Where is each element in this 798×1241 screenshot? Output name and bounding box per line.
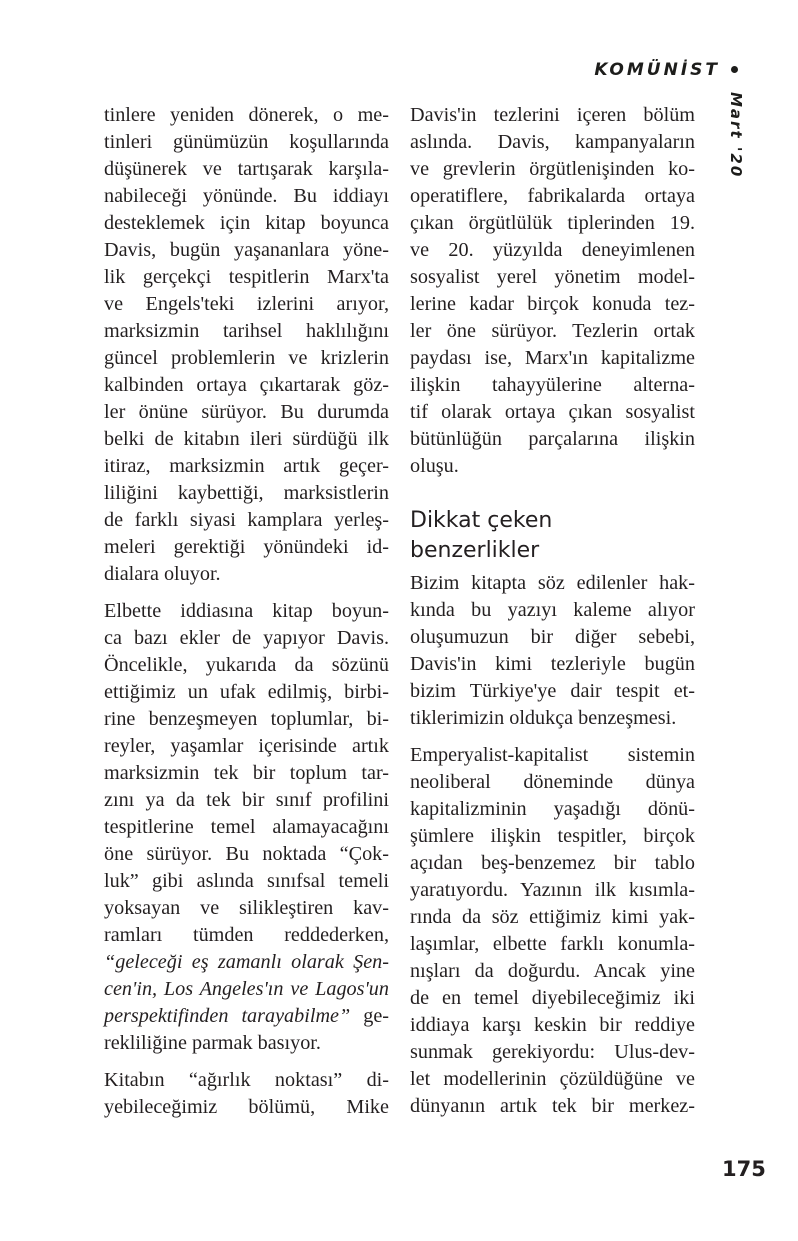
text-line: zını ya da tek bir sınıf profilini	[104, 789, 389, 811]
text-line: yaratıyordu. Yazının ilk kısımla-	[410, 879, 695, 901]
text-line: ettiğimiz un ufak edilmiş, birbi-	[104, 681, 389, 703]
text-line: marksizmin tek bir toplum tar-	[104, 762, 389, 784]
text-line: şümlere ilişkin tespitler, birçok	[410, 825, 695, 847]
text-line: Davis, bugün yaşananlara yöne-	[104, 239, 389, 261]
text-line: ler önüne sürüyor. Bu durumda	[104, 401, 389, 423]
section-heading: Dikkat çeken benzerlikler	[410, 508, 553, 563]
text-line: ve 20. yüzyılda deneyimlenen	[410, 239, 695, 261]
text-line: bizim Türkiye'ye dair tespit et-	[410, 680, 695, 702]
text-line: aslında. Davis, kampanyaların	[410, 131, 695, 153]
text-line: tinlere yeniden dönerek, o me-	[104, 104, 389, 126]
text-line: rine benzeşmeyen toplumlar, bi-	[104, 708, 389, 730]
text-line: Bizim kitapta söz edilenler hak-	[410, 572, 695, 594]
text-line: dialara oluyor.	[104, 563, 221, 585]
text-line: let modellerinin çözüldüğüne ve	[410, 1068, 695, 1090]
text-line: oluşumuzun bir diğer sebebi,	[410, 626, 695, 648]
text-line: de en temel diyebileceğimiz iki	[410, 987, 695, 1009]
bullet-dot-icon	[731, 66, 738, 73]
text-line: sunmak gerekiyordu: Ulus-dev-	[410, 1041, 695, 1063]
publication-title: KOMÜNİST	[594, 60, 720, 80]
text-line: iddiaya karşı keskin bir reddiye	[410, 1014, 695, 1036]
text-line: luk” gibi aslında sınıfsal temeli	[104, 870, 389, 892]
text-line: tinleri günümüzün koşullarında	[104, 131, 389, 153]
text-line: Davis'in kimi tezleriyle bugün	[410, 653, 695, 675]
text-line: açıdan beş-benzemez bir tablo	[410, 852, 695, 874]
text-line: ve grevlerin örgütlenişinden ko-	[410, 158, 695, 180]
text-line: düşünerek ve tartışarak karşıla-	[104, 158, 389, 180]
text-line: kalbinden ortaya çıkartarak göz-	[104, 374, 389, 396]
text-line: laşımlar, elbette farklı konumla-	[410, 933, 695, 955]
text-line: perspektifinden tarayabilme” ge-	[104, 1005, 389, 1027]
paragraph	[410, 742, 695, 1120]
issue-date: Mart '20	[727, 92, 745, 179]
text-line: de farklı siyasi kamplara yerleş-	[104, 509, 389, 531]
text-line: tiklerimizin oldukça benzeşmesi.	[410, 707, 677, 729]
page-number: 175	[722, 1157, 766, 1181]
text-line: liliğini kaybettiği, marksistlerin	[104, 482, 389, 504]
text-line: belki de kitabın ileri sürdüğü ilk	[104, 428, 389, 450]
text-line: Öncelikle, yukarıda da sözünü	[104, 654, 389, 676]
text-line: Kitabın “ağırlık noktası” di-	[104, 1069, 389, 1091]
text-line: rekliliğine parmak basıyor.	[104, 1032, 321, 1054]
text-line: Elbette iddiasına kitap boyun-	[104, 600, 389, 622]
paragraph	[104, 1067, 389, 1121]
text-line: itiraz, marksizmin artık geçer-	[104, 455, 389, 477]
text-line: çıkan örgütlülük tiplerinden 19.	[410, 212, 695, 234]
text-line: “geleceği eş zamanlı olarak Şen-	[104, 951, 389, 973]
text-line: yebileceğimiz bölümü, Mike	[104, 1096, 389, 1118]
paragraph	[104, 102, 389, 588]
left-column	[104, 102, 389, 1131]
text-line: oluşu.	[410, 455, 459, 477]
text-line: tespitlerine temel alamayacağını	[104, 816, 389, 838]
text-line: cen'in, Los Angeles'ın ve Lagos'un	[104, 978, 389, 1000]
text-line: yoksayan ve silikleştiren kav-	[104, 897, 389, 919]
text-line: kapitalizminin yaşadığı dönü-	[410, 798, 695, 820]
text-line: desteklemek için kitap boyunca	[104, 212, 389, 234]
text-line: Emperyalist-kapitalist sistemin	[410, 744, 695, 766]
text-line: Davis'in tezlerini içeren bölüm	[410, 104, 695, 126]
text-line: lerine kadar birçok konuda tez-	[410, 293, 695, 315]
text-line: neoliberal döneminde dünya	[410, 771, 695, 793]
text-line: öne sürüyor. Bu noktada “Çok-	[104, 843, 389, 865]
text-line: meleri gerektiği yönündeki id-	[104, 536, 389, 558]
paragraph	[104, 598, 389, 1057]
text-line: operatiflere, fabrikalarda ortaya	[410, 185, 695, 207]
text-line: ramları tümden reddederken,	[104, 924, 389, 946]
text-line: marksizmin tarihsel haklılığını	[104, 320, 389, 342]
text-line: rında da söz ettiğimiz kimi yak-	[410, 906, 695, 928]
text-line: ve Engels'teki izlerini arıyor,	[104, 293, 389, 315]
text-line: lik gerçekçi tespitlerin Marx'ta	[104, 266, 389, 288]
text-line: nışları da doğurdu. Ancak yine	[410, 960, 695, 982]
text-line: ca bazı ekler de yapıyor Davis.	[104, 627, 389, 649]
paragraph	[410, 570, 695, 732]
right-column	[410, 102, 695, 1130]
text-line: paydası ise, Marx'ın kapitalizme	[410, 347, 695, 369]
text-line: reyler, yaşamlar içerisinde artık	[104, 735, 389, 757]
text-line: bütünlüğün parçalarına ilişkin	[410, 428, 695, 450]
text-line: sosyalist yerel yönetim model-	[410, 266, 695, 288]
text-line: güncel problemlerin ve krizlerin	[104, 347, 389, 369]
paragraph	[410, 102, 695, 480]
text-line: ilişkin tahayyülerine alterna-	[410, 374, 695, 396]
text-line: dünyanın artık tek bir merkez-	[410, 1095, 695, 1117]
text-line: tif olarak ortaya çıkan sosyalist	[410, 401, 695, 423]
text-line: ler öne sürüyor. Tezlerin ortak	[410, 320, 695, 342]
text-line: kında bu yazıyı kaleme alıyor	[410, 599, 695, 621]
text-line: nabileceği yönünde. Bu iddiayı	[104, 185, 389, 207]
